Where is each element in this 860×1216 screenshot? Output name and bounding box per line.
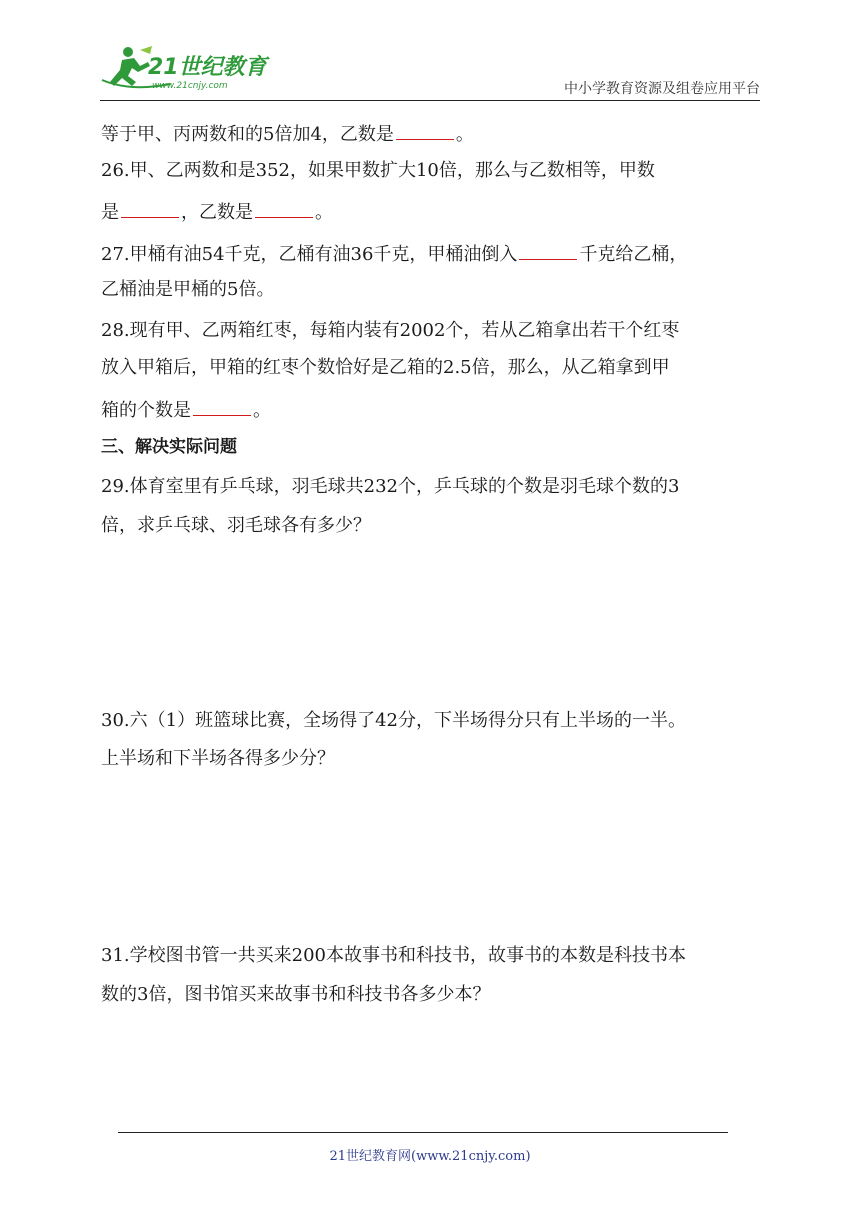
q28-line3	[101, 396, 271, 422]
q31-line1: 31.学校图书管一共买来200本故事书和科技书，故事书的本数是科技书本	[101, 945, 686, 966]
q28-line2: 放入甲箱后，甲箱的红枣个数恰好是乙箱的2.5倍，那么，从乙箱拿到甲	[101, 357, 670, 378]
q27-line2: 乙桶油是甲桶的5倍。	[101, 279, 275, 300]
q30-line1: 30.六（1）班篮球比赛，全场得了42分，下半场得分只有上半场的一半。	[101, 710, 686, 731]
answer-blank[interactable]	[121, 198, 179, 218]
q28-text-a: 箱的个数是	[101, 400, 191, 421]
q28-text-b: 。	[253, 400, 271, 421]
q25-text: 等于甲、丙两数和的5倍加4，乙数是	[101, 124, 394, 145]
page-header	[100, 40, 760, 100]
footer-link[interactable]: 21世纪教育网(www.21cnjy.com)	[329, 1149, 531, 1164]
q25-line1	[101, 120, 474, 146]
logo-url: www.21cnjy.com	[152, 81, 228, 91]
q27-text-a: 27.甲桶有油54千克，乙桶有油36千克，甲桶油倒入	[101, 244, 518, 265]
q26-line2	[101, 198, 333, 224]
logo-title: 21世纪教育	[148, 55, 267, 80]
logo-21cnjy	[100, 40, 280, 98]
q26-text-a: 是	[101, 202, 119, 223]
q26-line1: 26.甲、乙两数和是352，如果甲数扩大10倍，那么与乙数相等，甲数	[101, 160, 655, 181]
q30-line2: 上半场和下半场各得多少分？	[101, 748, 335, 769]
answer-blank[interactable]	[193, 396, 251, 416]
platform-name: 中小学教育资源及组卷应用平台	[564, 81, 760, 97]
q26-text-c: 。	[315, 202, 333, 223]
q28-line1: 28.现有甲、乙两箱红枣，每箱内装有2002个，若从乙箱拿出若干个红枣	[101, 320, 680, 341]
q27-line1	[101, 240, 687, 266]
footer-divider	[118, 1132, 728, 1133]
q26-text-b: ，乙数是	[181, 202, 253, 223]
q31-line2: 数的3倍，图书馆买来故事书和科技书各多少本？	[101, 984, 491, 1005]
header-divider	[100, 100, 760, 101]
answer-blank[interactable]	[255, 198, 313, 218]
q27-text-b: 千克给乙桶，	[579, 244, 688, 265]
q25-end: 。	[455, 124, 474, 145]
answer-blank[interactable]	[396, 120, 454, 140]
section-heading: 三、解决实际问题	[101, 437, 237, 457]
answer-blank[interactable]	[519, 240, 577, 260]
q29-line2: 倍，求乒乓球、羽毛球各有多少？	[101, 515, 371, 536]
q29-line1: 29.体育室里有乒乓球，羽毛球共232个，乒乓球的个数是羽毛球个数的3	[101, 476, 680, 497]
